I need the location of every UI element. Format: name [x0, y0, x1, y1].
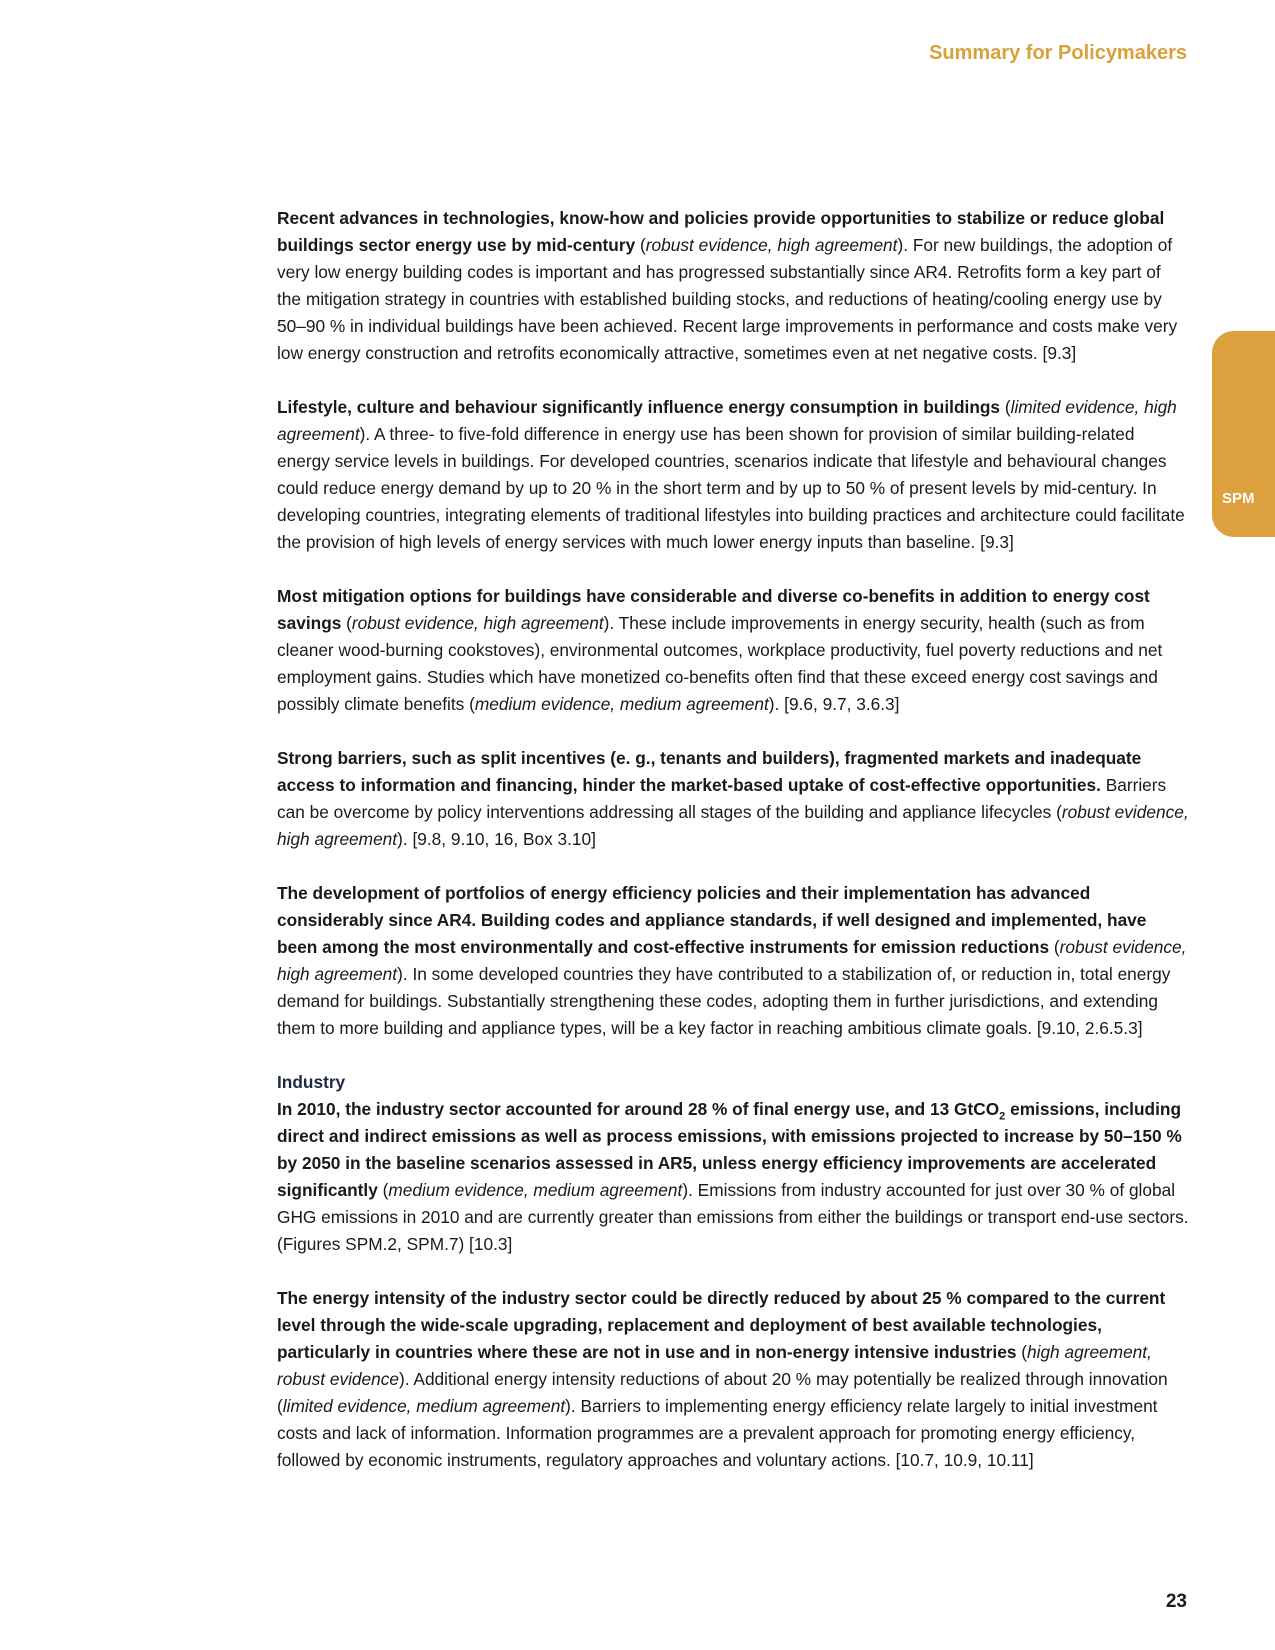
page-number: 23	[1165, 1591, 1187, 1612]
paragraph-lead: The energy intensity of the industry sector could be directly reduced by about 25 % compared to the current level through the wide-scale upgrading, replacement and deployment of best available technologies, particularly in countries where these are not in use and in non-energy intensive industries	[277, 1288, 1166, 1362]
paragraph-text: ). [9.6, 9.7, 3.6.3]	[768, 694, 900, 714]
paragraph-text: (	[1016, 1342, 1027, 1362]
confidence-qualifier: limited evidence, medium agreement	[282, 1396, 566, 1416]
paragraph-text: (	[1049, 937, 1060, 957]
confidence-qualifier: high agreement, robust evidence	[277, 1342, 1152, 1389]
paragraph-text: (	[377, 1180, 389, 1200]
paragraph-text: (	[1000, 397, 1011, 417]
paragraph-text: ). Additional energy intensity reductions of about 20 % may potentially be realized through innovation (	[277, 1369, 1168, 1416]
paragraph-text: ). [9.8, 9.10, 16, Box 3.10]	[397, 829, 596, 849]
paragraph-lead: Recent advances in technologies, know-how and policies provide opportunities to stabilize or reduce global buildings sector energy use by mid-century	[277, 208, 1165, 255]
confidence-qualifier: medium evidence, medium agreement	[474, 694, 769, 714]
paragraph-buildings-advances	[277, 205, 1189, 367]
paragraph-text: ). Barriers to implementing energy efficiency relate largely to initial investment costs and lack of information. Information programmes are a prevalent approach for promoting energy efficiency, followed by economic instruments, regulatory approaches and voluntary actions. [10.7, 10.9, 10.11]	[277, 1396, 1158, 1470]
paragraph-lead: Lifestyle, culture and behaviour significantly influence energy consumption in buildings	[277, 397, 1001, 417]
paragraph-lead: Strong barriers, such as split incentives (e. g., tenants and builders), fragmented markets and inadequate access to information and financing, hinder the market-based uptake of cost-effective opportunities.	[277, 748, 1142, 795]
confidence-qualifier: robust evidence, high agreement	[277, 937, 1187, 984]
section-heading-industry: Industry	[277, 1072, 346, 1092]
paragraph-text: ). Emissions from industry accounted for just over 30 % of global GHG emissions in 2010 and are currently greater than emissions from either the buildings or transport end-use sectors. (Figures SPM.2, SPM.7) [10.3]	[277, 1180, 1189, 1254]
paragraph-industry-intensity	[277, 1285, 1189, 1474]
main-content	[277, 205, 1189, 1501]
paragraph-industry-emissions	[277, 1096, 1189, 1258]
paragraph-text: (	[341, 613, 352, 633]
running-header-title: Summary for Policymakers	[929, 42, 1187, 64]
paragraph-barriers	[277, 745, 1189, 853]
paragraph-lead-part: In 2010, the industry sector accounted for around 28 % of final energy use, and 13 GtCO	[277, 1099, 1000, 1119]
paragraph-co-benefits	[277, 583, 1189, 718]
confidence-qualifier: robust evidence, high agreement	[277, 802, 1189, 849]
paragraph-lead: Most mitigation options for buildings have considerable and diverse co-benefits in addition to energy cost savings	[277, 586, 1150, 633]
paragraph-text: ). A three- to five-fold difference in energy use has been shown for provision of similar building-related energy service levels in buildings. For developed countries, scenarios indicate that lifestyle and behavioural changes could reduce energy demand by up to 20 % in the short term and by up to 50 % of present levels by mid-century. In developing countries, integrating elements of traditional lifestyles into building practices and architecture could facilitate the provision of high levels of energy services with much lower energy inputs than baseline. [9.3]	[277, 424, 1185, 552]
paragraph-lead: The development of portfolios of energy efficiency policies and their implementation has advanced considerably since AR4. Building codes and appliance standards, if well designed and implemented, have been among the most environmentally and cost-effective instruments for emission reductions	[277, 883, 1147, 957]
paragraph-text: (	[635, 235, 646, 255]
subscript: 2	[999, 1110, 1006, 1123]
paragraph-lifestyle	[277, 394, 1189, 556]
paragraph-lead-part: emissions, including direct and indirect emissions as well as process emissions, with emissions projected to increase by 50–150 % by 2050 in the baseline scenarios assessed in AR5, unless energy efficiency improvements are accelerated significantly	[277, 1099, 1182, 1200]
spm-side-tab-label: SPM	[1222, 490, 1255, 507]
confidence-qualifier: robust evidence, high agreement	[351, 613, 604, 633]
confidence-qualifier: robust evidence, high agreement	[645, 235, 898, 255]
paragraph-text: ). In some developed countries they have contributed to a stabilization of, or reduction in, total energy demand for buildings. Substantially strengthening these codes, adopting them in further jurisdictions, and extending them to more building and appliance types, will be a key factor in reaching ambitious climate goals. [9.10, 2.6.5.3]	[277, 964, 1171, 1038]
paragraph-text: ). These include improvements in energy security, health (such as from cleaner wood-burning cookstoves), environmental outcomes, workplace productivity, fuel poverty reductions and net employment gains. Studies which have monetized co-benefits often find that these exceed energy cost savings and possibly climate benefits (	[277, 613, 1163, 714]
confidence-qualifier: limited evidence, high agreement	[277, 397, 1177, 444]
paragraph-policy-portfolios	[277, 880, 1189, 1042]
paragraph-text: ). For new buildings, the adoption of very low energy building codes is important and has progressed substantially since AR4. Retrofits form a key part of the mitigation strategy in countries with established building stocks, and reductions of heating/cooling energy use by 50–90 % in individual buildings have been achieved. Recent large improvements in performance and costs make very low energy construction and retrofits economically attractive, sometimes even at net negative costs. [9.3]	[277, 235, 1178, 363]
paragraph-text: Barriers can be overcome by policy interventions addressing all stages of the building and appliance lifecycles (	[277, 775, 1167, 822]
confidence-qualifier: medium evidence, medium agreement	[388, 1180, 683, 1200]
